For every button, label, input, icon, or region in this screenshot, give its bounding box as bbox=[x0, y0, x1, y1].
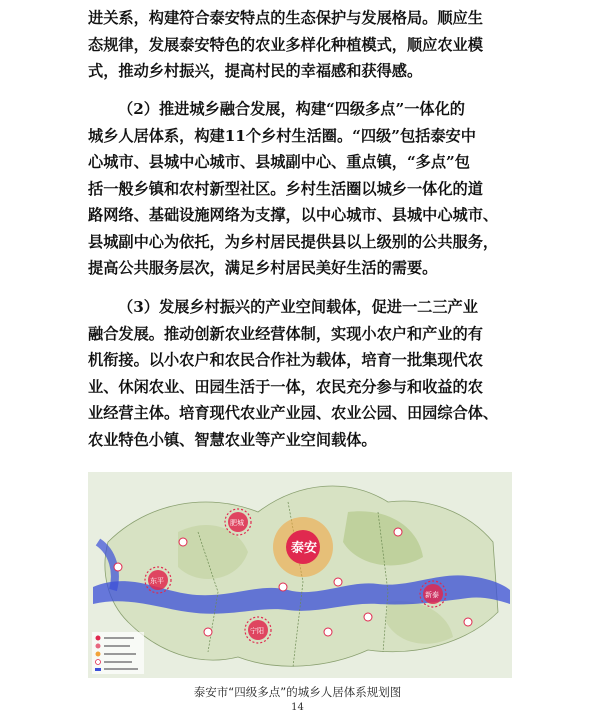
paragraph-line: 业、休闲农业、田园生活于一体，农民充分参与和收益的农 bbox=[88, 377, 483, 396]
town-marker bbox=[394, 528, 402, 536]
paragraph-line: 县城副中心为依托，为乡村居民提供县以上级别的公共服务， bbox=[88, 232, 499, 251]
paragraph-line: 提高公共服务层次，满足乡村居民美好生活的需要。 bbox=[88, 259, 438, 277]
legend-swatch bbox=[96, 644, 101, 649]
county-label: 东平 bbox=[150, 577, 164, 585]
county-label: 新泰 bbox=[425, 591, 439, 599]
figure-caption: 泰安市“四级多点”的城乡人居体系规划图 bbox=[193, 685, 402, 699]
legend-text-placeholder bbox=[104, 668, 138, 670]
paragraph-2 bbox=[88, 96, 512, 282]
county-label: 宁阳 bbox=[250, 627, 264, 635]
paragraph-line: 农业特色小镇、智慧农业等产业空间载体。 bbox=[88, 430, 377, 449]
paragraph-line: 城乡人居体系，构建11个乡村生活圈。“四级”包括泰安中 bbox=[88, 126, 476, 145]
paragraph-3 bbox=[88, 294, 512, 453]
legend-text-placeholder bbox=[104, 653, 136, 655]
town-marker bbox=[364, 613, 372, 621]
town-marker bbox=[464, 618, 472, 626]
page-number: 14 bbox=[291, 702, 304, 713]
legend-swatch bbox=[96, 636, 101, 641]
paragraph-line: 融合发展。推动创新农业经营体制，实现小农户和产业的有 bbox=[88, 324, 483, 343]
paragraph-line: （2）推进城乡融合发展，构建“四级多点”一体化的 bbox=[118, 100, 465, 118]
legend-swatch bbox=[96, 652, 101, 657]
paragraph-line: 心城市、县城中心城市、县城副中心、重点镇，“多点”包 bbox=[88, 153, 470, 171]
paragraph-line: 括一般乡镇和农村新型社区。乡村生活圈以城乡一体化的道 bbox=[88, 179, 483, 198]
town-marker bbox=[279, 583, 287, 591]
town-marker bbox=[334, 578, 342, 586]
county-label: 肥城 bbox=[230, 519, 244, 527]
paragraph-line: 路网络、基础设施网络为支撑，以中心城市、县城中心城市、 bbox=[88, 206, 499, 224]
legend-text-placeholder bbox=[104, 661, 132, 663]
map-graphic bbox=[88, 472, 512, 678]
center-city-label: 泰安 bbox=[291, 541, 318, 556]
town-marker bbox=[114, 563, 122, 571]
paragraph-line: 业经营主体。培育现代农业产业园、农业公园、田园综合体、 bbox=[88, 404, 499, 422]
paragraph-line: （3）发展乡村振兴的产业空间载体，促进一二三产业 bbox=[118, 298, 478, 316]
paragraph-line: 进关系，构建符合泰安特点的生态保护与发展格局。顺应生 bbox=[88, 9, 483, 27]
paragraph-1 bbox=[88, 5, 512, 85]
town-marker bbox=[324, 628, 332, 636]
map-legend bbox=[92, 632, 144, 674]
legend-text-placeholder bbox=[104, 645, 130, 647]
paragraph-line: 机衔接。以小农户和农民合作社为载体，培育一批集现代农 bbox=[88, 351, 483, 369]
paragraph-line: 态规律，发展泰安特色的农业多样化种植模式，顺应农业模 bbox=[88, 35, 483, 54]
paragraph-line: 式，推动乡村振兴，提高村民的幸福感和获得感。 bbox=[88, 62, 423, 80]
town-marker bbox=[204, 628, 212, 636]
town-marker bbox=[179, 538, 187, 546]
planning-map bbox=[88, 472, 512, 678]
legend-swatch bbox=[96, 660, 101, 665]
legend-swatch bbox=[95, 668, 101, 671]
legend-text-placeholder bbox=[104, 637, 134, 639]
